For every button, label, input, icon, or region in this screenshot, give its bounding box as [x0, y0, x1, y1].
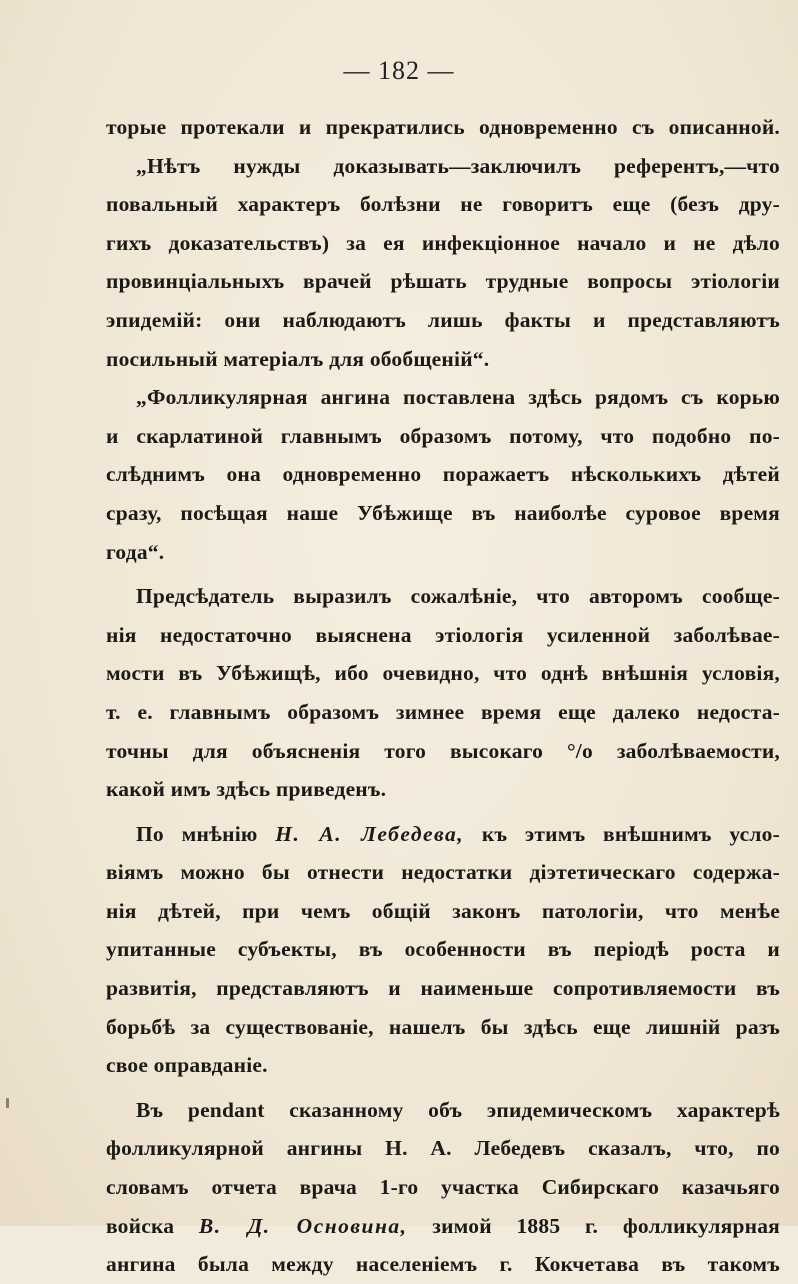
text-line: эпидемій: они наблюдаютъ лишь факты и представляютъ — [106, 307, 780, 332]
text-line: торые протекали и прекратились одновременно съ описанной. — [106, 115, 780, 139]
margin-mark — [6, 1098, 9, 1108]
text-line: Въ pendant сказанному объ эпидемическомъ характерѣ — [136, 1097, 780, 1122]
text-line: развитія, представляютъ и наименьше сопротивляемости въ — [106, 976, 780, 1001]
text-line: точны для объясненія того высокаго °/о заболѣваемости, — [106, 738, 780, 763]
text-line: года“. — [106, 539, 165, 564]
text-line: гихъ доказательствъ) за ея инфекціонное начало и не дѣло — [106, 230, 780, 255]
text-line: нія дѣтей, при чемъ общій законъ патологіи, что менѣе — [106, 898, 780, 923]
text-line: упитанные субъекты, въ особенности въ періодѣ роста и — [106, 937, 780, 962]
text-line: свое оправданіе. — [106, 1053, 268, 1078]
text-line: ангина была между населеніемъ г. Кокчетава въ такомъ — [106, 1252, 780, 1277]
text-line: фолликулярной ангины Н. А. Лебедевъ сказалъ, что, по — [106, 1136, 780, 1161]
text-segment: къ этимъ внѣшнимъ усло- — [464, 821, 780, 846]
text-line — [106, 815, 780, 854]
text-line: борьбѣ за существованіе, нашелъ бы здѣсь еще лишній разъ — [106, 1014, 780, 1039]
text-line: Предсѣдатель выразилъ сожалѣніе, что авторомъ сообще- — [136, 584, 780, 609]
text-line: мости въ Убѣжищѣ, ибо очевидно, что однѣ внѣшнія условія, — [106, 661, 780, 686]
text-line: „Нѣтъ нужды доказывать—заключилъ референтъ,—что — [136, 153, 780, 178]
text-line: нія недостаточно выяснена этіологія усиленной заболѣвае- — [106, 622, 780, 647]
text-line: какой имъ здѣсь приведенъ. — [106, 777, 387, 802]
text-line: посильный матеріалъ для обобщеній“. — [106, 346, 490, 371]
text-line: и скарлатиной главнымъ образомъ потому, что подобно по- — [106, 423, 780, 448]
text-line: провинціальныхъ врачей рѣшать трудные вопросы этіологіи — [106, 269, 780, 294]
text-line: слѣднимъ она одновременно поражаетъ нѣсколькихъ дѣтей — [106, 462, 780, 487]
text-line: повальный характеръ болѣзни не говоритъ еще (безъ дру- — [106, 192, 780, 217]
text-line — [106, 1207, 780, 1246]
page-number: — 182 — — [343, 56, 455, 85]
text-line: т. е. главнымъ образомъ зимнее время еще далеко недоста- — [106, 699, 780, 724]
text-line: сразу, посѣщая наше Убѣжище въ наиболѣе суровое время — [106, 500, 780, 525]
text-line: словамъ отчета врача 1-го участка Сибирскаго казачьяго — [106, 1175, 780, 1200]
body-text — [106, 108, 780, 1284]
author-name: В. Д. Основина, — [198, 1213, 408, 1238]
text-line: „Фолликулярная ангина поставлена здѣсь рядомъ съ корью — [136, 385, 780, 410]
author-name: Н. А. Лебедева, — [275, 821, 465, 846]
text-segment: зимой 1885 г. фолликулярная — [407, 1213, 780, 1238]
text-segment: войска — [106, 1213, 199, 1238]
text-segment: По мнѣнію — [136, 821, 276, 846]
text-line: віямъ можно бы отнести недостатки діэтетическаго содержа- — [106, 860, 780, 885]
